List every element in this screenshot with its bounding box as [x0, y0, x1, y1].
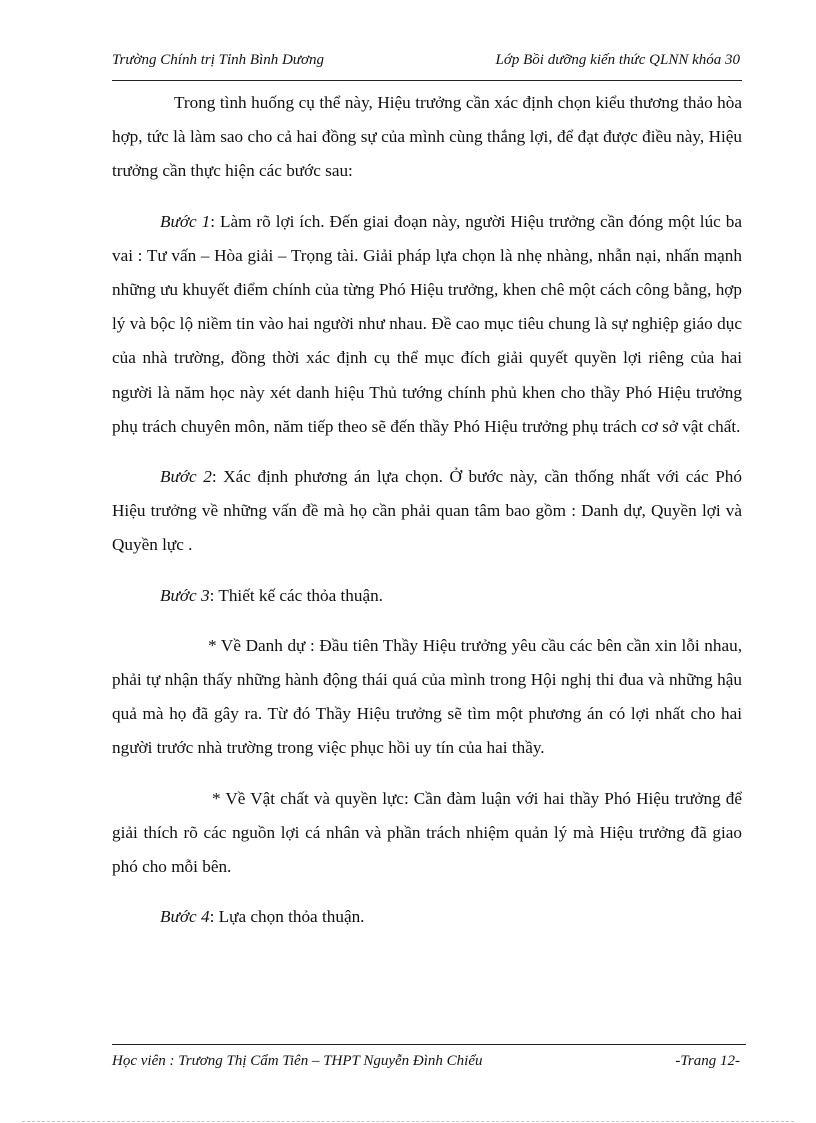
step-4-paragraph [112, 900, 742, 934]
header-class: Lớp Bồi dưỡng kiến thức QLNN khóa 30 [495, 52, 740, 68]
step-4-label: Bước 4 [160, 907, 210, 927]
page-header [112, 52, 740, 74]
step-1-paragraph [112, 205, 742, 444]
step-2-paragraph [112, 460, 742, 563]
footer-student: Học viên : Trương Thị Cẩm Tiên – THPT Nguyễn Đình Chiểu [112, 1053, 483, 1069]
header-school: Trường Chính trị Tỉnh Bình Dương [112, 52, 324, 68]
bullet-honor: * Về Danh dự : Đầu tiên Thầy Hiệu trưởng yêu cầu các bên cần xin lỗi nhau, phải tự nhận thấy những hành động thái quá của mình trong Hội nghị thi đua và những hậu quả mà họ đã gây ra. Từ đó Thầy Hiệu trưởng sẽ tìm một phương án có lợi nhất cho hai người trước nhà trường trong việc phục hồi uy tín của hai thầy. [112, 635, 742, 758]
step-2-text: : Xác định phương án lựa chọn. Ở bước này, cần thống nhất với các Phó Hiệu trưởng về những vấn đề mà họ cần phải quan tâm bao gồm : Danh dự, Quyền lợi và Quyền lực . [112, 467, 742, 555]
step-1-text: : Làm rõ lợi ích. Đến giai đoạn này, người Hiệu trưởng cần đóng một lúc ba vai : Tư vấn – Hòa giải – Trọng tài. Giải pháp lựa chọn là nhẹ nhàng, nhẫn nại, nhấn mạnh những ưu khuyết điểm chính của từng Phó Hiệu trưởng, khen chê một cách công bằng, hợp lý và bộc lộ niềm tin vào hai người như nhau. Đề cao mục tiêu chung là sự nghiệp giáo dục của nhà trường, đồng thời xác định cụ thể mục đích giải quyết quyền lợi riêng của hai người là năm học này xét danh hiệu Thủ tướng chính phủ khen cho thầy Phó Hiệu trưởng phụ trách chuyên môn, năm tiếp theo sẽ đến thầy Phó Hiệu trưởng phụ trách cơ sở vật chất. [112, 211, 742, 436]
step-1-label: Bước 1 [160, 211, 211, 231]
step-3-text: : Thiết kế các thỏa thuận. [209, 585, 383, 605]
step-4-text: : Lựa chọn thỏa thuận. [209, 907, 365, 927]
step-3-label: Bước 3 [160, 585, 210, 605]
bullet-material-power: * Về Vật chất và quyền lực: Cần đàm luận với hai thầy Phó Hiệu trưởng để giải thích rõ các nguồn lợi cá nhân và phần trách nhiệm quản lý mà Hiệu trưởng đã giao phó cho mỗi bên. [112, 788, 742, 877]
step-3-paragraph [112, 579, 742, 613]
step-2-label: Bước 2 [160, 467, 212, 487]
intro-paragraph: Trong tình huống cụ thể này, Hiệu trưởng cần xác định chọn kiểu thương thảo hòa hợp, tức là làm sao cho cả hai đồng sự của mình cùng thắng lợi, để đạt được điều này, Hiệu trưởng cần thực hiện các bước sau: [112, 93, 742, 181]
page-footer [112, 1053, 740, 1075]
page-bottom-edge [22, 1121, 794, 1122]
page-number: -Trang 12- [675, 1053, 740, 1069]
footer-divider [112, 1044, 746, 1045]
document-body [112, 86, 742, 934]
header-divider [112, 80, 742, 81]
